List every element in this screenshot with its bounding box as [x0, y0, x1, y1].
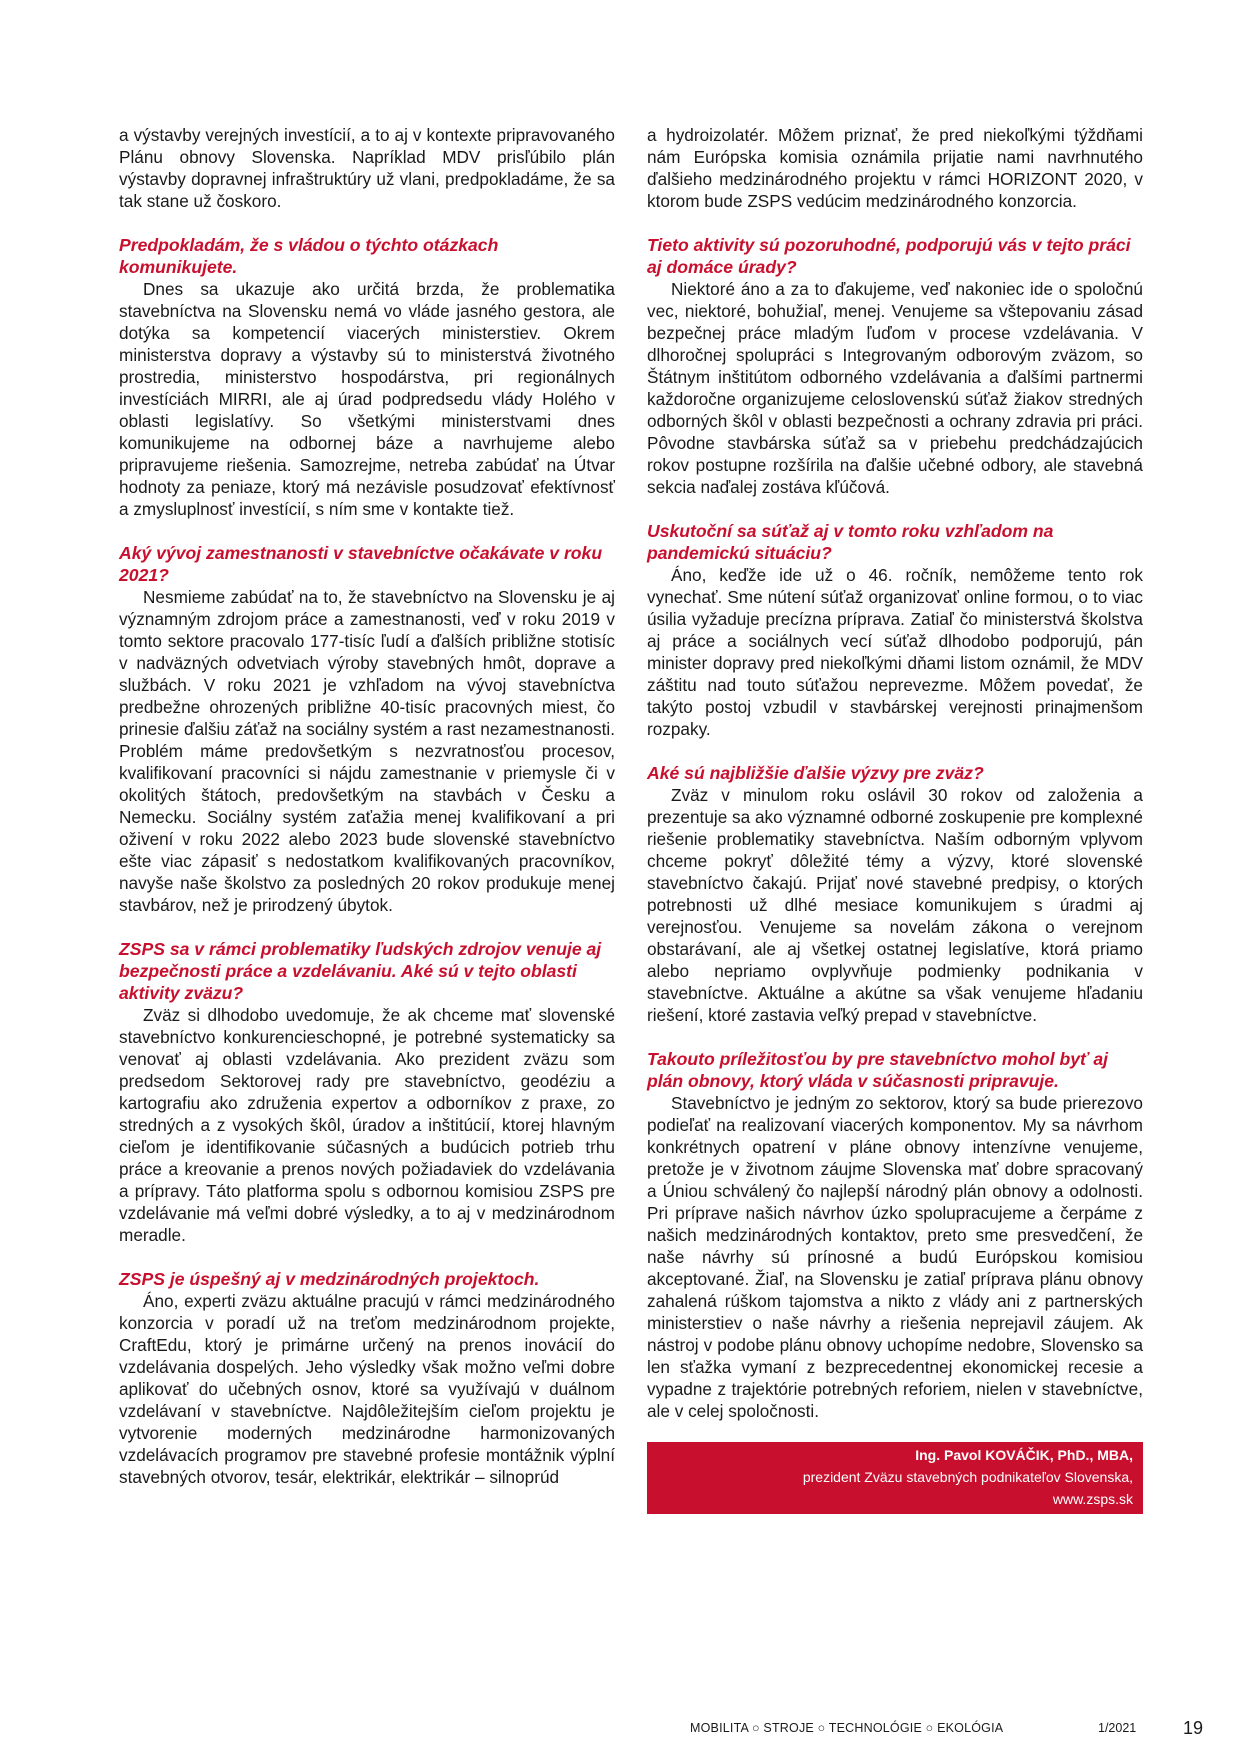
right-column: [647, 124, 1143, 1514]
author-signature-box: [647, 1442, 1143, 1514]
interview-answer: Niektoré áno a za to ďakujeme, veď nakoniec ide o spoločnú vec, niektoré, bohužiaľ, menej. Venujeme sa vštepovaniu zásad bezpečnej práce mladým ľuďom v procese vzdelávania. V dlhoročnej spolupráci s Integrovaným odborovým zväzom, so Štátnym inštitútom odborného vzdelávania a ďalšími partnermi každoročne organizujeme celoslovenskú súťaž žiakov stredných odborných škôl v oblasti bezpečnosti a ochrany zdravia pri práci. Pôvodne stavbárska súťaž sa v priebehu predchádzajúcich rokov postupne rozšírila na ďalšie učebné odbory, ale stavebná sekcia naďalej zostáva kľúčová.: [647, 279, 1143, 497]
left-column: [119, 124, 615, 1488]
interview-answer: Áno, keďže ide už o 46. ročník, nemôžeme tento rok vynechať. Sme nútení súťaž organizovať online formou, o to viac úsilia vyžaduje precízna príprava. Zatiaľ čo ministerstvá školstva aj práce a sociálnych vecí súťaž dlhodobo podporujú, pán minister dopravy pred niekoľkými dňami listom oznámil, že MDV záštitu nad touto súťažou neprevezme. Môžem povedať, že takýto postoj vzbudil v stavbárskej verejnosti prinajmenšom rozpaky.: [647, 565, 1143, 739]
author-name: Ing. Pavol KOVÁČIK, PhD., MBA,: [915, 1447, 1133, 1463]
magazine-sections: MOBILITA ○ STROJE ○ TECHNOLÓGIE ○ EKOLÓGIA: [690, 1721, 1004, 1735]
interview-answer: Zväz si dlhodobo uvedomuje, že ak chceme mať slovenské stavebníctvo konkurencieschopné, je potrebné systematicky sa venovať aj oblasti vzdelávania. Ako prezident zväzu som predsedom Sektorovej rady pre stavebníctvo, geodéziu a kartografiu ako združenia expertov a odborníkov z praxe, zo stredných a z vysokých škôl, úradov a inštitúcií, ktorej hlavným cieľom je identifikovanie súčasných a budúcich potrieb trhu práce a kreovanie a prenos nových požiadaviek do vzdelávania a prípravy. Táto platforma spolu s odbornou komisiou ZSPS pre vzdelávanie má veľmi dobré výsledky, a to aj v medzinárodnom meradle.: [119, 1005, 615, 1245]
interview-answer: Áno, experti zväzu aktuálne pracujú v rámci medzinárodného konzorcia v poradí už na treťom medzinárodnom projekte, CraftEdu, ktorý je primárne určený na prenos inovácií do vzdelávania dospelých. Jeho výsledky však možno veľmi dobre aplikovať do učebných osnov, ktoré sa využívajú v duálnom vzdelávaní v stavebníctve. Najdôležitejším cieľom projektu je vytvorenie moderných medzinárodne harmonizovaných vzdelávacích programov pre stavebné profesie montážnik výplní stavebných otvorov, tesár, elektrikár, elektrikár – silnoprúd: [119, 1291, 615, 1487]
author-website: www.zsps.sk: [1052, 1491, 1133, 1507]
paragraph: a hydroizolatér. Môžem priznať, že pred niekoľkými týždňami nám Európska komisia oznámila prijatie nami navrhnutého ďalšieho medzinárodného projektu v rámci HORIZONT 2020, v ktorom bude ZSPS vedúcim medzinárodného konzorcia.: [647, 125, 1143, 211]
interview-question: Aký vývoj zamestnanosti v stavebníctve očakávate v roku 2021?: [119, 543, 603, 585]
interview-question: ZSPS je úspešný aj v medzinárodných projektoch.: [119, 1269, 540, 1289]
page-number: 19: [1183, 1718, 1204, 1738]
paragraph: a výstavby verejných investícií, a to aj v kontexte pripravovaného Plánu obnovy Slovenska. Napríklad MDV prisľúbilo plán výstavby dopravnej infraštruktúry už vlani, predpokladáme, že sa tak stane už čoskoro.: [119, 125, 615, 211]
interview-answer: Nesmieme zabúdať na to, že stavebníctvo na Slovensku je aj významným zdrojom práce a zamestnanosti, veď v roku 2019 v tomto sektore pracovalo 177-tisíc ľudí a ďalších približne stotisíc v nadväzných odvetviach výroby stavebných hmôt, doprave a službách. V roku 2021 je vzhľadom na vývoj stavebníctva predbežne ohrozených približne 40-tisíc pracovných miest, čo prinesie ďalšiu záťaž na sociálny systém a rast nezamestnanosti. Problém máme predovšetkým s nezvratnosťou procesov, kvalifikovaní pracovníci si nájdu zamestnanie v priemysle či v okolitých štátoch, predovšetkým na stavbách v Česku a Nemecku. Sociálny systém zaťažia menej kvalifikovaní a pri oživení v roku 2022 alebo 2023 bude slovenské stavebníctvo ešte viac zápasiť s nedostatkom kvalifikovaných pracovníkov, navyše naše školstvo za posledných 20 rokov produkuje menej stavbárov, než je prirodzený úbytok.: [119, 587, 615, 915]
author-role: prezident Zväzu stavebných podnikateľov Slovenska,: [802, 1469, 1133, 1485]
interview-question: Tieto aktivity sú pozoruhodné, podporujú vás v tejto práci aj domáce úrady?: [647, 235, 1131, 277]
interview-question: Aké sú najbližšie ďalšie výzvy pre zväz?: [647, 763, 984, 783]
interview-answer: Zväz v minulom roku oslávil 30 rokov od založenia a prezentuje sa ako významné odborné zoskupenie pre komplexné riešenie problematiky stavebníctva. Naším odborným vplyvom chceme pokryť dôležité témy a výzvy, ktoré slovenské stavebníctvo čakajú. Prijať nové stavebné predpisy, o ktorých potrebnosti už dlhé mesiace komunikujem s úradmi aj verejnosťou. Venujeme sa novelám zákona o verejnom obstarávaní, ale aj všetkej ostatnej legislatíve, ktorá priamo alebo nepriamo ovplyvňuje podmienky podnikania v stavebníctve. Aktuálne a akútne sa však venujeme hľadaniu riešení, ktoré zastavia veľký prepad v stavebníctve.: [647, 785, 1143, 1025]
page-footer: [0, 1718, 1240, 1740]
interview-question: Uskutoční sa súťaž aj v tomto roku vzhľadom na pandemickú situáciu?: [647, 521, 1054, 563]
interview-answer: Stavebníctvo je jedným zo sektorov, ktorý sa bude prierezovo podieľať na realizovaní viacerých komponentov. My sa návrhom konkrétnych opatrení v pláne obnovy intenzívne venujeme, pretože je v životnom záujme Slovenska mať dobre spracovaný a Úniou schválený čo najlepší národný plán obnovy a odolnosti. Pri príprave našich návrhov úzko spolupracujeme a čerpáme z našich medzinárodných kontaktov, preto sme presvedčení, že naše návrhy sú prínosné a budú Európskou komisiou akceptované. Žiaľ, na Slovensku je zatiaľ príprava plánu obnovy zahalená rúškom tajomstva a nikto z vlády ani z partnerských ministerstiev o naše návrhy a riešenia neprejavil záujem. Ak nástroj v podobe plánu obnovy uchopíme nedobre, Slovensko sa len sťažka vymaní z bezprecedentnej ekonomickej recesie a vypadne z trajektórie potrebných reforiem, nielen v stavebníctve, ale v celej spoločnosti.: [647, 1093, 1143, 1421]
interview-question: Predpokladám, že s vládou o týchto otázkach komunikujete.: [119, 235, 499, 277]
interview-answer: Dnes sa ukazuje ako určitá brzda, že problematika stavebníctva na Slovensku nemá vo vláde jasného gestora, ale dotýka sa kompetencií viacerých ministerstiev. Okrem ministerstva dopravy a výstavby sú to ministerstvá životného prostredia, ministerstvo hospodárstva, pri regionálnych investíciách MIRRI, ale aj úrad podpredsedu vlády Holého v oblasti legislatívy. So všetkými ministerstvami dnes komunikujeme na odbornej báze a navrhujeme alebo pripravujeme riešenia. Samozrejme, netreba zabúdať na Útvar hodnoty za peniaze, ktorý má nezávisle posudzovať efektívnosť a zmysluplnosť investícií, s ním sme v kontakte tiež.: [119, 279, 615, 519]
interview-question: ZSPS sa v rámci problematiky ľudských zdrojov venuje aj bezpečnosti práce a vzdelávaniu. Aké sú v tejto oblasti aktivity zväzu?: [119, 939, 602, 1003]
issue-number: 1/2021: [1098, 1721, 1137, 1735]
interview-question: Takouto príležitosťou by pre stavebníctvo mohol byť aj plán obnovy, ktorý vláda v súčasnosti pripravuje.: [647, 1049, 1109, 1091]
